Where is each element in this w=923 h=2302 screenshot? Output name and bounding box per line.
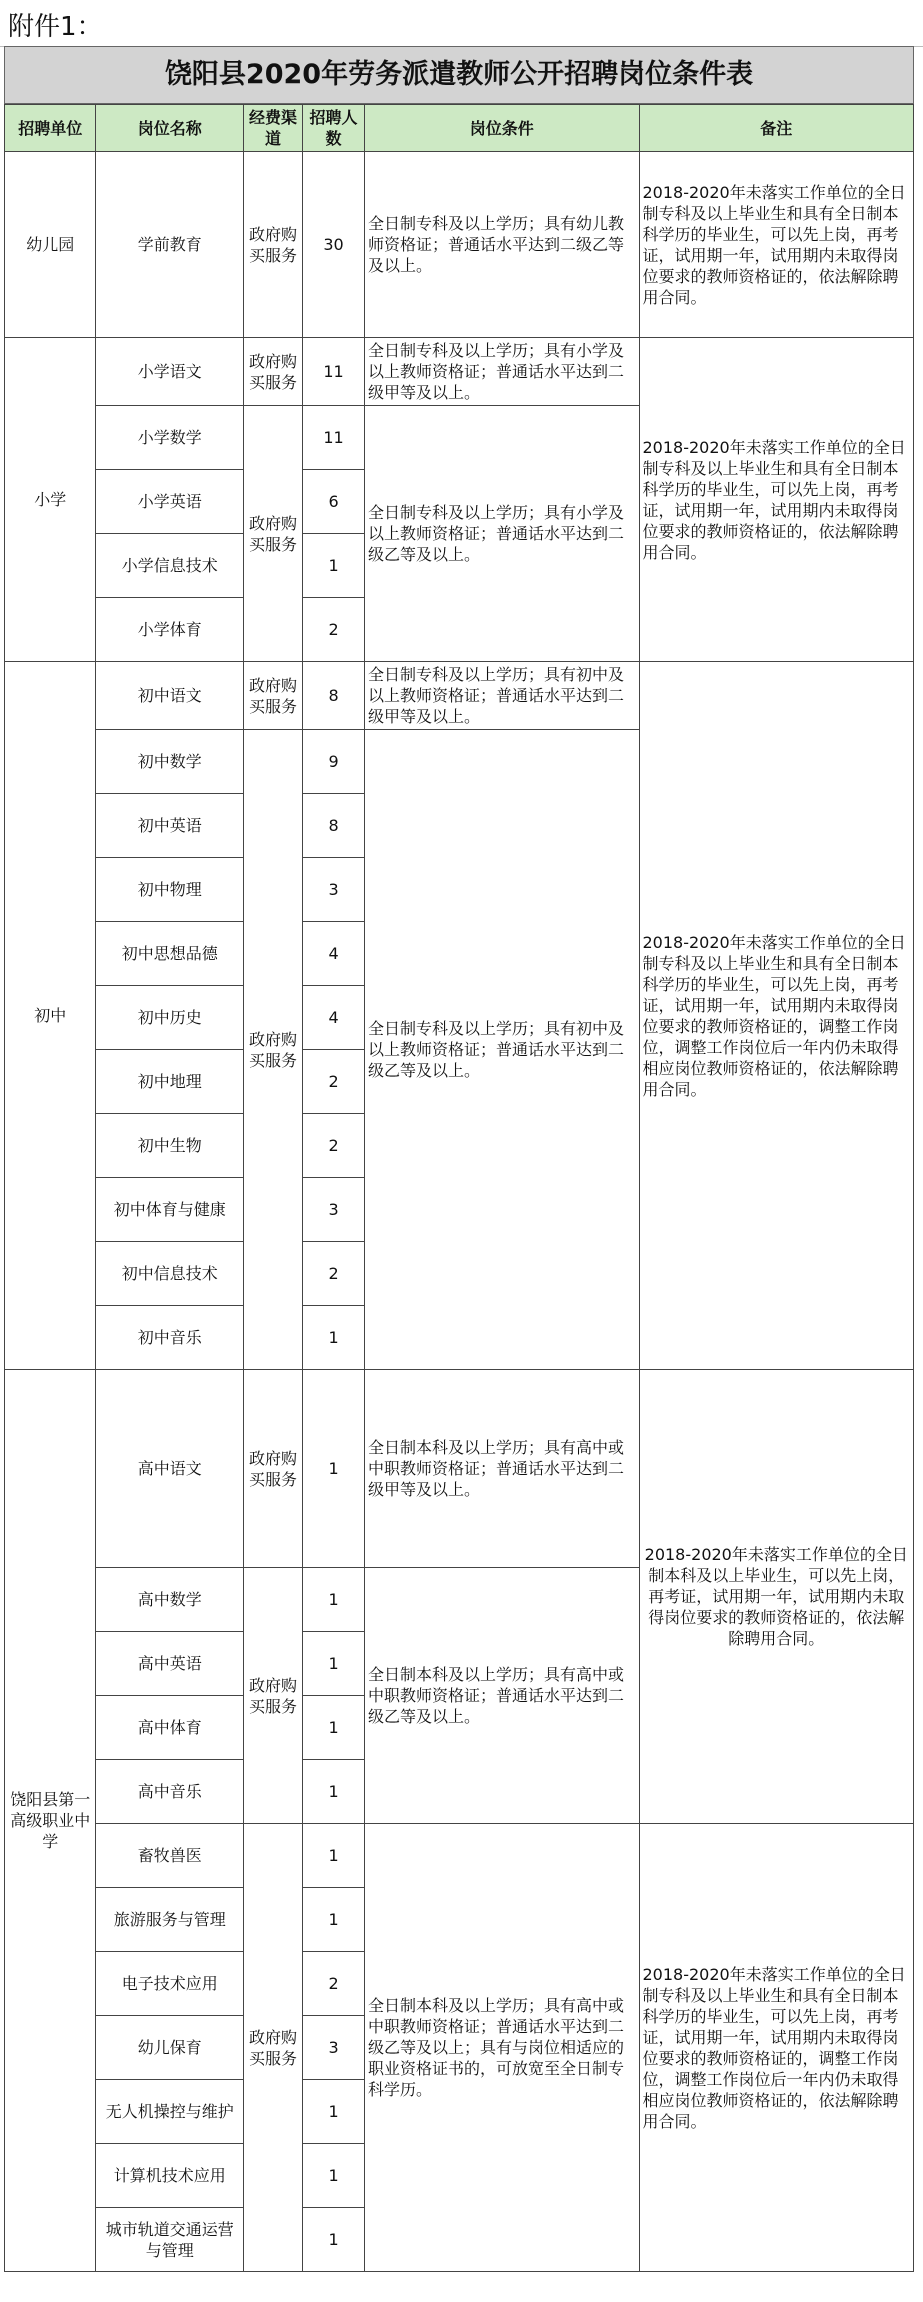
- post-name: 小学体育: [96, 598, 244, 662]
- unit-cell: 初中: [5, 662, 96, 1370]
- condition-cell: 全日制专科及以上学历；具有初中及以上教师资格证；普通话水平达到二级甲等及以上。: [365, 662, 639, 730]
- post-count: 11: [303, 406, 365, 470]
- post-count: 2: [303, 598, 365, 662]
- post-name: 小学语文: [96, 338, 244, 406]
- post-count: 30: [303, 152, 365, 338]
- post-count: 2: [303, 1952, 365, 2016]
- post-name: 畜牧兽医: [96, 1824, 244, 1888]
- fund-cell: 政府购买服务: [244, 406, 303, 662]
- post-name: 初中数学: [96, 730, 244, 794]
- post-count: 4: [303, 922, 365, 986]
- post-name: 初中历史: [96, 986, 244, 1050]
- post-count: 1: [303, 1760, 365, 1824]
- fund-cell: 政府购买服务: [244, 1824, 303, 2272]
- post-count: 11: [303, 338, 365, 406]
- header-post: 岗位名称: [96, 105, 244, 152]
- condition-cell: 全日制本科及以上学历；具有高中或中职教师资格证；普通话水平达到二级乙等及以上。: [365, 1568, 639, 1824]
- table-row: [5, 662, 914, 730]
- header-count: 招聘人数: [303, 105, 365, 152]
- post-count: 3: [303, 1178, 365, 1242]
- post-name: 城市轨道交通运营与管理: [96, 2208, 244, 2272]
- post-count: 8: [303, 662, 365, 730]
- post-name: 高中体育: [96, 1696, 244, 1760]
- header-condition: 岗位条件: [365, 105, 639, 152]
- post-name: 初中生物: [96, 1114, 244, 1178]
- header-note: 备注: [639, 105, 914, 152]
- post-count: 1: [303, 1696, 365, 1760]
- page-title: 饶阳县2020年劳务派遣教师公开招聘岗位条件表: [4, 46, 914, 104]
- fund-cell: 政府购买服务: [244, 730, 303, 1370]
- post-count: 4: [303, 986, 365, 1050]
- table-row: [5, 1824, 914, 1888]
- condition-cell: 全日制专科及以上学历；具有初中及以上教师资格证；普通话水平达到二级乙等及以上。: [365, 730, 639, 1370]
- recruitment-table: [4, 104, 914, 2272]
- note-cell: 2018-2020年未落实工作单位的全日制本科及以上毕业生，可以先上岗，再考证，试用期一年，试用期内未取得岗位要求的教师资格证的，依法解除聘用合同。: [639, 1370, 914, 1824]
- post-name: 无人机操控与维护: [96, 2080, 244, 2144]
- post-name: 初中体育与健康: [96, 1178, 244, 1242]
- post-count: 2: [303, 1050, 365, 1114]
- post-name: 高中数学: [96, 1568, 244, 1632]
- fund-cell: 政府购买服务: [244, 1568, 303, 1824]
- note-cell: 2018-2020年未落实工作单位的全日制专科及以上毕业生和具有全日制本科学历的毕业生，可以先上岗，再考证，试用期一年，试用期内未取得岗位要求的教师资格证的，调整工作岗位，调整工作岗位后一年内仍未取得相应岗位教师资格证的，依法解除聘用合同。: [639, 1824, 914, 2272]
- post-name: 计算机技术应用: [96, 2144, 244, 2208]
- post-name: 初中思想品德: [96, 922, 244, 986]
- attachment-label: 附件1：: [8, 12, 103, 42]
- table-row: [5, 152, 914, 338]
- table-row: [5, 338, 914, 406]
- post-count: 1: [303, 2144, 365, 2208]
- post-count: 1: [303, 534, 365, 598]
- condition-cell: 全日制专科及以上学历；具有幼儿教师资格证；普通话水平达到二级乙等及以上。: [365, 152, 639, 338]
- condition-cell: 全日制本科及以上学历；具有高中或中职教师资格证；普通话水平达到二级甲等及以上。: [365, 1370, 639, 1568]
- note-cell: 2018-2020年未落实工作单位的全日制专科及以上毕业生和具有全日制本科学历的毕业生，可以先上岗，再考证，试用期一年，试用期内未取得岗位要求的教师资格证的，依法解除聘用合同。: [639, 338, 914, 662]
- post-count: 2: [303, 1114, 365, 1178]
- post-count: 3: [303, 858, 365, 922]
- condition-cell: 全日制本科及以上学历；具有高中或中职教师资格证；普通话水平达到二级乙等及以上；具有与岗位相适应的职业资格证书的，可放宽至全日制专科学历。: [365, 1824, 639, 2272]
- post-count: 1: [303, 1632, 365, 1696]
- post-count: 1: [303, 1370, 365, 1568]
- condition-cell: 全日制专科及以上学历；具有小学及以上教师资格证；普通话水平达到二级乙等及以上。: [365, 406, 639, 662]
- post-name: 旅游服务与管理: [96, 1888, 244, 1952]
- fund-cell: 政府购买服务: [244, 338, 303, 406]
- post-count: 6: [303, 470, 365, 534]
- post-name: 高中音乐: [96, 1760, 244, 1824]
- post-name: 高中英语: [96, 1632, 244, 1696]
- post-name: 小学英语: [96, 470, 244, 534]
- post-name: 高中语文: [96, 1370, 244, 1568]
- header-row: [5, 105, 914, 152]
- attachment-header: [0, 0, 923, 47]
- post-name: 电子技术应用: [96, 1952, 244, 2016]
- condition-cell: 全日制专科及以上学历；具有小学及以上教师资格证；普通话水平达到二级甲等及以上。: [365, 338, 639, 406]
- post-count: 1: [303, 1824, 365, 1888]
- fund-cell: 政府购买服务: [244, 1370, 303, 1568]
- post-name: 初中英语: [96, 794, 244, 858]
- post-name: 初中信息技术: [96, 1242, 244, 1306]
- post-count: 9: [303, 730, 365, 794]
- post-count: 8: [303, 794, 365, 858]
- unit-cell: 幼儿园: [5, 152, 96, 338]
- unit-cell: 小学: [5, 338, 96, 662]
- fund-cell: 政府购买服务: [244, 152, 303, 338]
- note-cell: 2018-2020年未落实工作单位的全日制专科及以上毕业生和具有全日制本科学历的毕业生，可以先上岗，再考证，试用期一年，试用期内未取得岗位要求的教师资格证的，依法解除聘用合同。: [639, 152, 914, 338]
- post-count: 1: [303, 1888, 365, 1952]
- note-cell: 2018-2020年未落实工作单位的全日制专科及以上毕业生和具有全日制本科学历的毕业生，可以先上岗，再考证，试用期一年，试用期内未取得岗位要求的教师资格证的，调整工作岗位，调整工作岗位后一年内仍未取得相应岗位教师资格证的，依法解除聘用合同。: [639, 662, 914, 1370]
- post-count: 2: [303, 1242, 365, 1306]
- post-name: 初中语文: [96, 662, 244, 730]
- header-unit: 招聘单位: [5, 105, 96, 152]
- post-name: 初中音乐: [96, 1306, 244, 1370]
- fund-cell: 政府购买服务: [244, 662, 303, 730]
- post-count: 3: [303, 2016, 365, 2080]
- table-row: [5, 1370, 914, 1568]
- post-name: 小学信息技术: [96, 534, 244, 598]
- post-name: 幼儿保育: [96, 2016, 244, 2080]
- unit-cell: 饶阳县第一高级职业中学: [5, 1370, 96, 2272]
- post-name: 学前教育: [96, 152, 244, 338]
- post-count: 1: [303, 1306, 365, 1370]
- post-count: 1: [303, 2208, 365, 2272]
- post-name: 小学数学: [96, 406, 244, 470]
- header-fund: 经费渠道: [244, 105, 303, 152]
- post-name: 初中物理: [96, 858, 244, 922]
- post-name: 初中地理: [96, 1050, 244, 1114]
- post-count: 1: [303, 1568, 365, 1632]
- post-count: 1: [303, 2080, 365, 2144]
